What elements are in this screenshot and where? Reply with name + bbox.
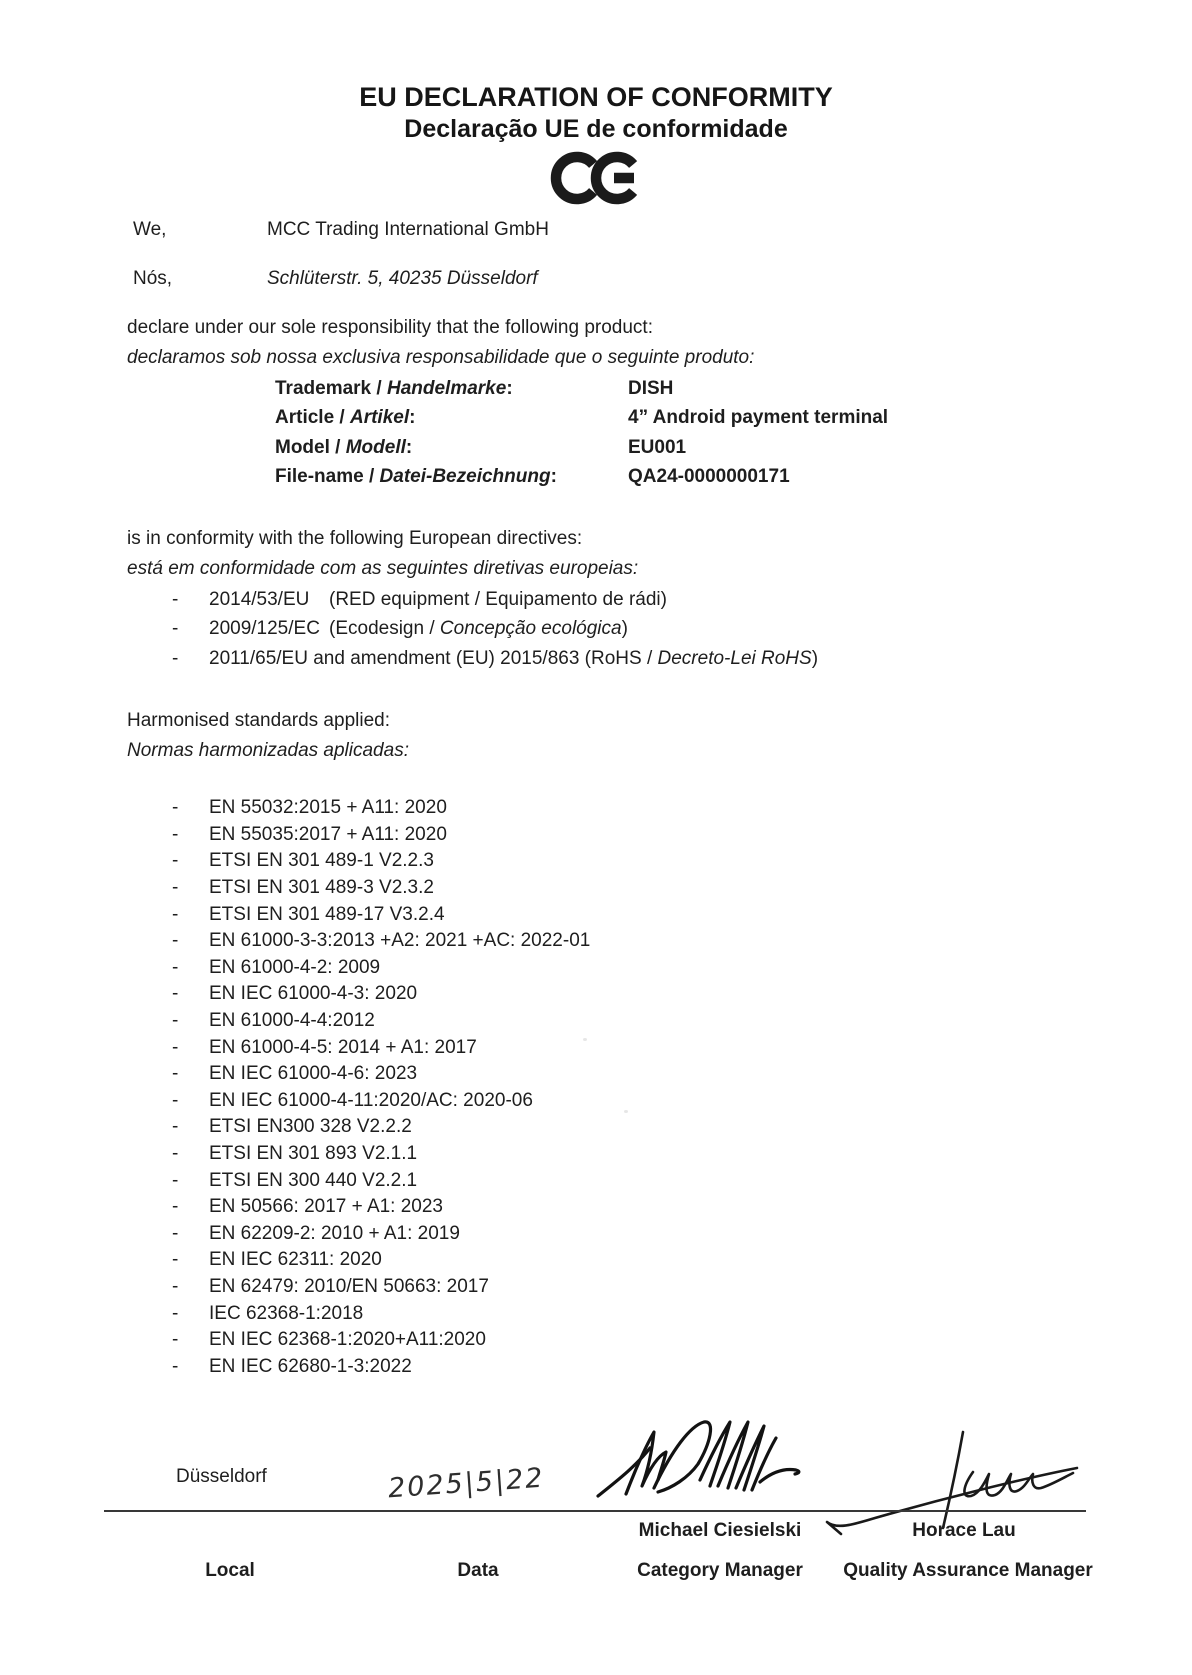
- product-table: [275, 374, 888, 492]
- bullet-dash: -: [172, 1143, 179, 1165]
- standards-list: [0, 795, 1192, 1380]
- list-item: - EN 61000-3-3:2013 +A2: 2021 +AC: 2022-01: [172, 930, 591, 952]
- row-value: DISH: [628, 377, 674, 399]
- bullet-dash: -: [172, 903, 179, 925]
- list-item: - ETSI EN300 328 V2.2.2: [172, 1116, 412, 1138]
- list-item: - ETSI EN 300 440 V2.2.1: [172, 1169, 418, 1191]
- footer-label-local: Local: [205, 1560, 255, 1581]
- standards-heading-en: Harmonised standards applied:: [127, 710, 390, 731]
- signer-name-right: Horace Lau: [912, 1520, 1016, 1541]
- row-label: Trademark / Handelmarke:: [275, 377, 513, 399]
- declarant-row-we: [133, 215, 549, 245]
- list-item: - EN 62209-2: 2010 + A1: 2019: [172, 1222, 460, 1244]
- bullet-dash: -: [172, 1089, 179, 1111]
- bullet-dash: -: [172, 983, 179, 1005]
- declarant-row-nos: [133, 264, 538, 294]
- row-label: Model / Modell:: [275, 436, 413, 458]
- table-row: [275, 374, 888, 404]
- bullet-dash: -: [172, 930, 179, 952]
- conformity-statement: [127, 524, 638, 584]
- company-address: Schlüterstr. 5, 40235 Düsseldorf: [267, 268, 538, 289]
- bullet-dash: -: [172, 1275, 179, 1297]
- conformity-en: is in conformity with the following European directives:: [127, 528, 583, 549]
- footer-role-category-manager: Category Manager: [637, 1560, 803, 1581]
- list-item: - 2009/125/EC (Ecodesign / Concepção ecológica): [172, 618, 628, 640]
- list-item: - EN 61000-4-4:2012: [172, 1010, 375, 1032]
- declaration-statement: [127, 313, 754, 373]
- list-item: - EN 61000-4-5: 2014 + A1: 2017: [172, 1036, 477, 1058]
- scan-speck: [624, 1110, 628, 1113]
- bullet-dash: -: [172, 1355, 179, 1377]
- row-value: EU001: [628, 436, 687, 458]
- list-item: - EN 55032:2015 + A11: 2020: [172, 797, 447, 819]
- signoff-place: Düsseldorf: [176, 1466, 267, 1487]
- row-value: QA24-0000000171: [628, 466, 790, 488]
- bullet-dash: -: [172, 956, 179, 978]
- standards-heading-pt: Normas harmonizadas aplicadas:: [127, 740, 409, 761]
- bullet-dash: -: [172, 1036, 179, 1058]
- list-item: - EN IEC 61000-4-11:2020/AC: 2020-06: [172, 1089, 533, 1111]
- list-item: - EN 55035:2017 + A11: 2020: [172, 823, 447, 845]
- bullet-dash: -: [172, 647, 179, 669]
- row-value: 4” Android payment terminal: [628, 407, 889, 429]
- handwritten-date: 2025|5|22: [387, 1462, 546, 1505]
- table-row: [275, 404, 888, 434]
- bullet-dash: -: [172, 1249, 179, 1271]
- bullet-dash: -: [172, 1196, 179, 1218]
- list-item: - EN IEC 61000-4-6: 2023: [172, 1063, 418, 1085]
- row-label: File-name / Datei-Bezeichnung:: [275, 466, 557, 488]
- row-label: Article / Artikel:: [275, 407, 416, 429]
- bullet-dash: -: [172, 850, 179, 872]
- signature-line: [104, 1510, 1086, 1512]
- list-item: - IEC 62368-1:2018: [172, 1302, 364, 1324]
- footer-role-qa-manager: Quality Assurance Manager: [843, 1560, 1093, 1581]
- signer-name-left: Michael Ciesielski: [638, 1520, 802, 1541]
- we-label: We,: [133, 219, 167, 240]
- list-item: - 2011/65/EU and amendment (EU) 2015/863 (RoHS / Decreto-Lei RoHS): [172, 647, 819, 669]
- document-subtitle: Declaração UE de conformidade: [404, 115, 788, 143]
- list-item: - EN IEC 62311: 2020: [172, 1249, 382, 1271]
- list-item: - ETSI EN 301 893 V2.1.1: [172, 1143, 418, 1165]
- list-item: - EN IEC 61000-4-3: 2020: [172, 983, 418, 1005]
- list-item: - EN 61000-4-2: 2009: [172, 956, 381, 978]
- list-item: - EN 62479: 2010/EN 50663: 2017: [172, 1275, 489, 1297]
- table-row: [275, 463, 888, 493]
- bullet-dash: -: [172, 1302, 179, 1324]
- nos-label: Nós,: [133, 268, 173, 289]
- list-item: - EN 50566: 2017 + A1: 2023: [172, 1196, 444, 1218]
- table-row: [275, 433, 888, 463]
- bullet-dash: -: [172, 1169, 179, 1191]
- bullet-dash: -: [172, 1063, 179, 1085]
- scan-speck: [583, 1038, 587, 1041]
- bullet-dash: -: [172, 618, 179, 640]
- document-title: EU DECLARATION OF CONFORMITY: [359, 82, 833, 112]
- bullet-dash: -: [172, 1116, 179, 1138]
- declaration-pt: declaramos sob nossa exclusiva responsabilidade que o seguinte produto:: [127, 347, 755, 368]
- list-item: - ETSI EN 301 489-17 V3.2.4: [172, 903, 445, 925]
- bullet-dash: -: [172, 1329, 179, 1351]
- list-item: - ETSI EN 301 489-1 V2.2.3: [172, 850, 434, 872]
- bullet-dash: -: [172, 797, 179, 819]
- ce-mark-icon: [550, 146, 644, 210]
- bullet-dash: -: [172, 1010, 179, 1032]
- conformity-pt: está em conformidade com as seguintes diretivas europeias:: [127, 558, 639, 579]
- footer-label-data: Data: [457, 1560, 499, 1581]
- bullet-dash: -: [172, 823, 179, 845]
- company-name: MCC Trading International GmbH: [267, 219, 549, 240]
- list-item: - EN IEC 62680-1-3:2022: [172, 1355, 412, 1377]
- bullet-dash: -: [172, 877, 179, 899]
- directives-list: [0, 585, 1192, 674]
- list-item: - EN IEC 62368-1:2020+A11:2020: [172, 1329, 486, 1351]
- list-item: - 2014/53/EU (RED equipment / Equipamento de rádi): [172, 588, 667, 610]
- list-item: - ETSI EN 301 489-3 V2.3.2: [172, 877, 434, 899]
- bullet-dash: -: [172, 588, 179, 610]
- bullet-dash: -: [172, 1222, 179, 1244]
- signature-michael-ciesielski: [592, 1406, 804, 1501]
- declaration-en: declare under our sole responsibility that the following product:: [127, 317, 653, 338]
- standards-heading: [127, 706, 409, 766]
